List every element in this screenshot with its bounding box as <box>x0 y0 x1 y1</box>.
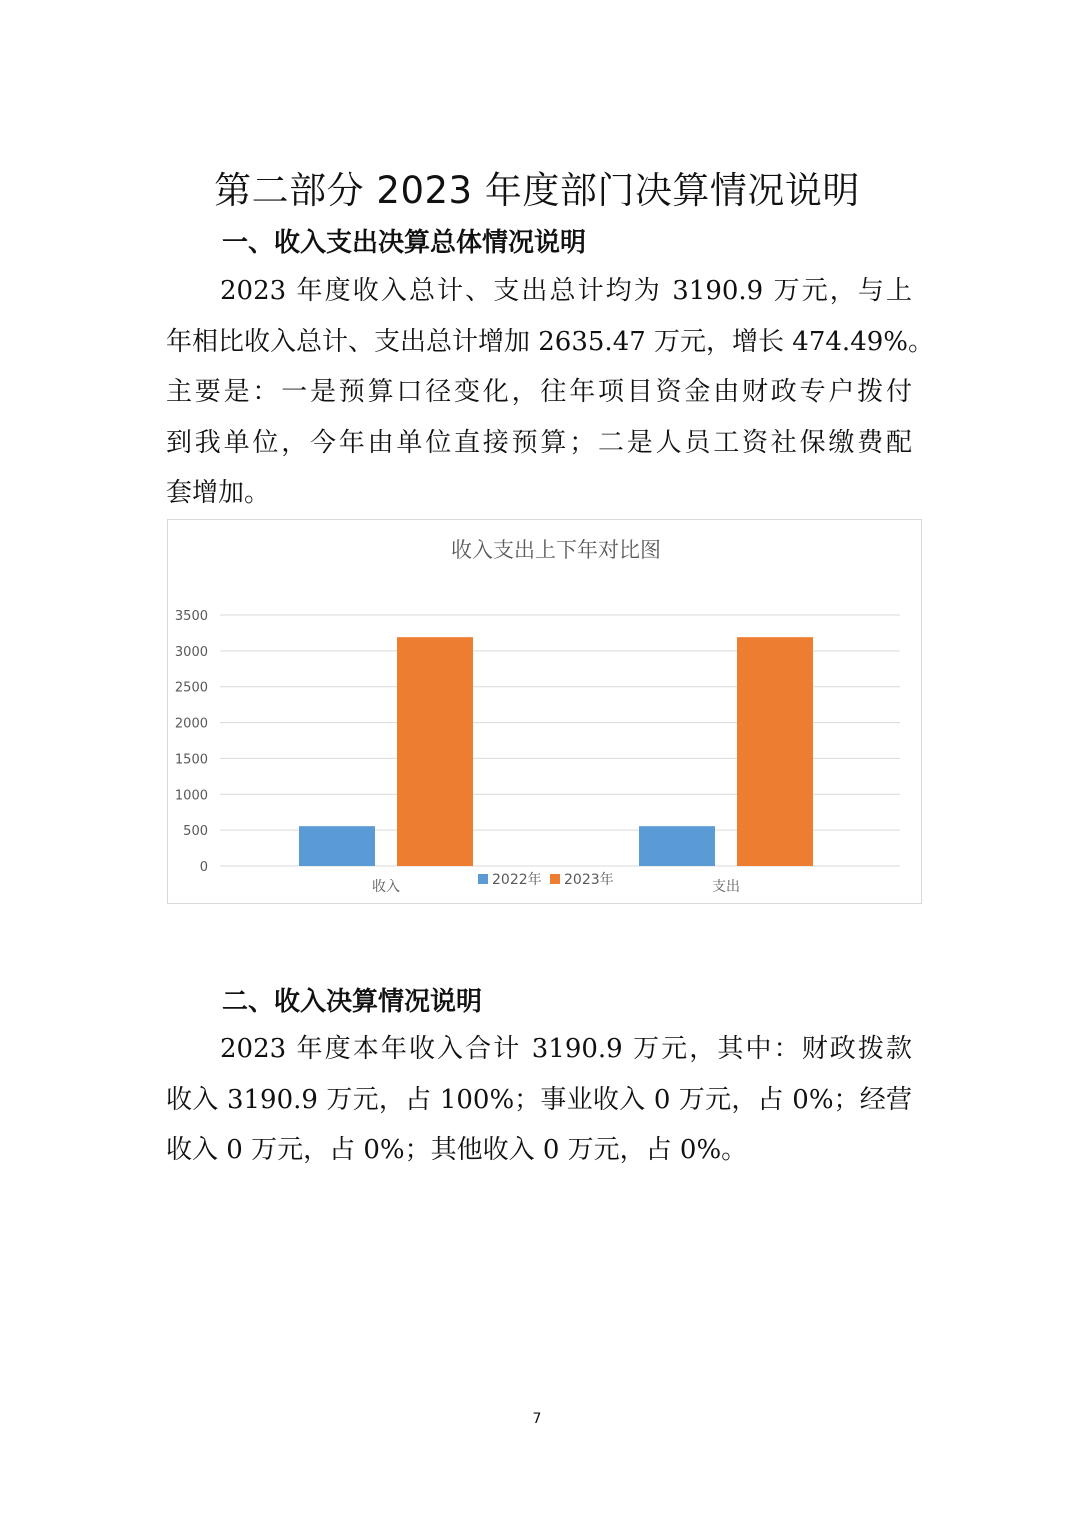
paragraph-line: 收入 0 万元，占 0%；其他收入 0 万元，占 0%。 <box>166 1135 748 1165</box>
y-tick-label: 0 <box>199 860 208 875</box>
paragraph-line: 2023 年度本年收入合计 3190.9 万元，其中：财政拨款 <box>220 1034 912 1064</box>
section-1-paragraph <box>166 266 934 519</box>
y-tick-label: 1500 <box>174 752 208 768</box>
legend-swatch <box>550 874 560 884</box>
paragraph-line: 主要是：一是预算口径变化，往年项目资金由财政专户拨付 <box>166 377 912 407</box>
paragraph-line: 到我单位，今年由单位直接预算；二是人员工资社保缴费配 <box>166 427 912 458</box>
y-tick-label: 1000 <box>174 788 208 804</box>
page-title: 第二部分 2023 年度部门决算情况说明 <box>214 169 860 212</box>
y-tick-label: 3000 <box>174 644 208 660</box>
y-tick-label: 2500 <box>174 680 208 696</box>
chart-title: 收入支出上下年对比图 <box>451 538 661 562</box>
paragraph-line: 收入 3190.9 万元，占 100%；事业收入 0 万元，占 0%；经营 <box>166 1084 912 1115</box>
bar <box>639 826 715 866</box>
chart-svg <box>168 520 921 903</box>
legend-swatch <box>478 874 488 884</box>
bar <box>737 637 813 866</box>
section-2-heading: 二、收入决算情况说明 <box>222 987 483 1017</box>
bar <box>397 637 473 866</box>
x-category-label: 收入 <box>372 879 400 895</box>
y-tick-label: 500 <box>183 824 208 840</box>
x-category-label: 支出 <box>712 879 740 895</box>
y-tick-label: 2000 <box>174 716 208 732</box>
section-1-heading: 一、收入支出决算总体情况说明 <box>222 228 587 258</box>
legend-label: 2022年 <box>492 872 542 888</box>
section-2-paragraph <box>166 1024 912 1176</box>
legend-label: 2023年 <box>564 872 614 888</box>
paragraph-line: 2023 年度收入总计、支出总计均为 3190.9 万元，与上 <box>220 276 912 306</box>
paragraph-line: 年相比收入总计、支出总计增加 2635.47 万元，增长 474.49%。 <box>166 326 934 357</box>
y-tick-label: 3500 <box>174 609 208 624</box>
page-number: 7 <box>532 1411 542 1427</box>
paragraph-line: 套增加。 <box>166 478 271 508</box>
bar <box>299 826 375 866</box>
income-expense-chart <box>167 519 922 904</box>
